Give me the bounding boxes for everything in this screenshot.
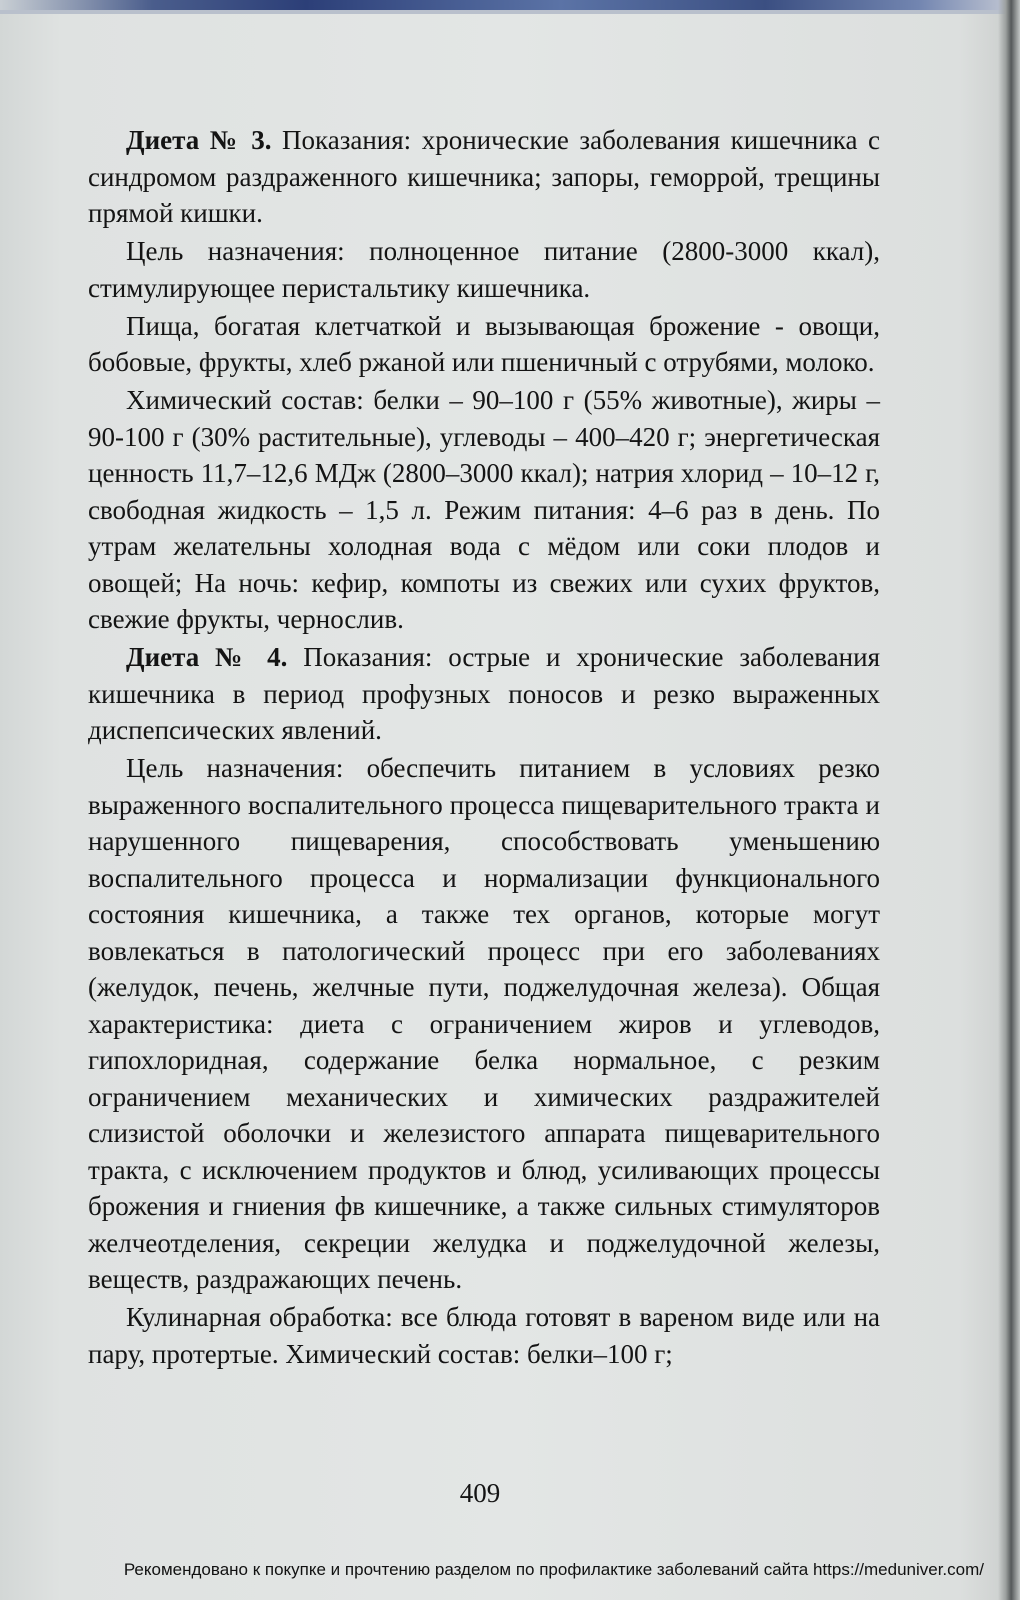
paragraph-text: Химический состав: белки – 90–100 г (55% животные), жиры – 90-100 г (30% растительные), углеводы – 400–420 г; энергетическая ценность 11,7–12,6 МДж (2800–3000 ккал); натрия хлорид – 10–12 г, свободная жидкость – 1,5 л. Режим питания: 4–6 раз в день. По утрам желательны холодная вода с мёдом или соки плодов и овощей; На ночь: кефир, компоты из свежих или сухих фруктов, свежие фрукты, чернослив. bbox=[88, 385, 880, 634]
page-number: 409 bbox=[459, 1478, 501, 1508]
paragraph-diet-4-indications bbox=[88, 639, 880, 749]
paragraph-text: Цель назначения: полноценное питание (2800-3000 ккал), стимулирующее перистальтику кишечника. bbox=[88, 236, 880, 303]
paragraph-text: Кулинарная обработка: все блюда готовят в вареном виде или на пару, протертые. Химический состав: белки–100 г; bbox=[88, 1302, 880, 1369]
diet-3-heading: Диета № 3. bbox=[126, 125, 272, 155]
footer-recommendation-note: Рекомендовано к покупке и прочтению разделом по профилактике заболеваний сайта https://meduniver.com/ bbox=[123, 1560, 984, 1579]
page-body-text bbox=[88, 122, 880, 1374]
paragraph-text: Цель назначения: обеспечить питанием в условиях резко выраженного воспалительного процесса пищеварительного тракта и нарушенного пищеварения, способствовать уменьшению воспалительного процесса и нормализации функционального состояния кишечника, а также тех органов, которые могут вовлекаться в патологический процесс при его заболеваниях (желудок, печень, желчные пути, поджелудочная железа). Общая характеристика: диета с ограничением жиров и углеводов, гипохлоридная, содержание белка нормальное, с резким ограничением механических и химических раздражителей слизистой оболочки и железистого аппарата пищеварительного тракта, с исключением продуктов и блюд, усиливающих процессы брожения и гниения фв кишечнике, а также сильных стимуляторов желчеотделения, секреции желудка и поджелудочной железы, веществ, раздражающих печень. bbox=[88, 753, 880, 1294]
paragraph-diet-3-food bbox=[88, 308, 880, 381]
diet-4-heading: Диета № 4. bbox=[126, 642, 288, 672]
paragraph-text: Показания: хронические заболевания кишечника с синдромом раздраженного кишечника; запоры, геморрой, трещины прямой кишки. bbox=[88, 125, 880, 228]
scan-top-edge bbox=[0, 0, 1020, 14]
paragraph-text: Показания: острые и хронические заболевания кишечника в период профузных поносов и резко выраженных диспепсических явлений. bbox=[88, 642, 880, 745]
book-spine-shadow bbox=[998, 0, 1020, 1600]
paragraph-text: Пища, богатая клетчаткой и вызывающая брожение - овощи, бобовые, фрукты, хлеб ржаной или пшеничный с отрубями, молоко. bbox=[88, 310, 880, 377]
paragraph-diet-3-goal bbox=[88, 233, 880, 306]
paragraph-diet-4-goal bbox=[88, 750, 880, 1298]
paragraph-diet-3-indications bbox=[88, 122, 880, 232]
paragraph-diet-4-cooking bbox=[88, 1299, 880, 1372]
paragraph-diet-3-composition bbox=[88, 382, 880, 638]
